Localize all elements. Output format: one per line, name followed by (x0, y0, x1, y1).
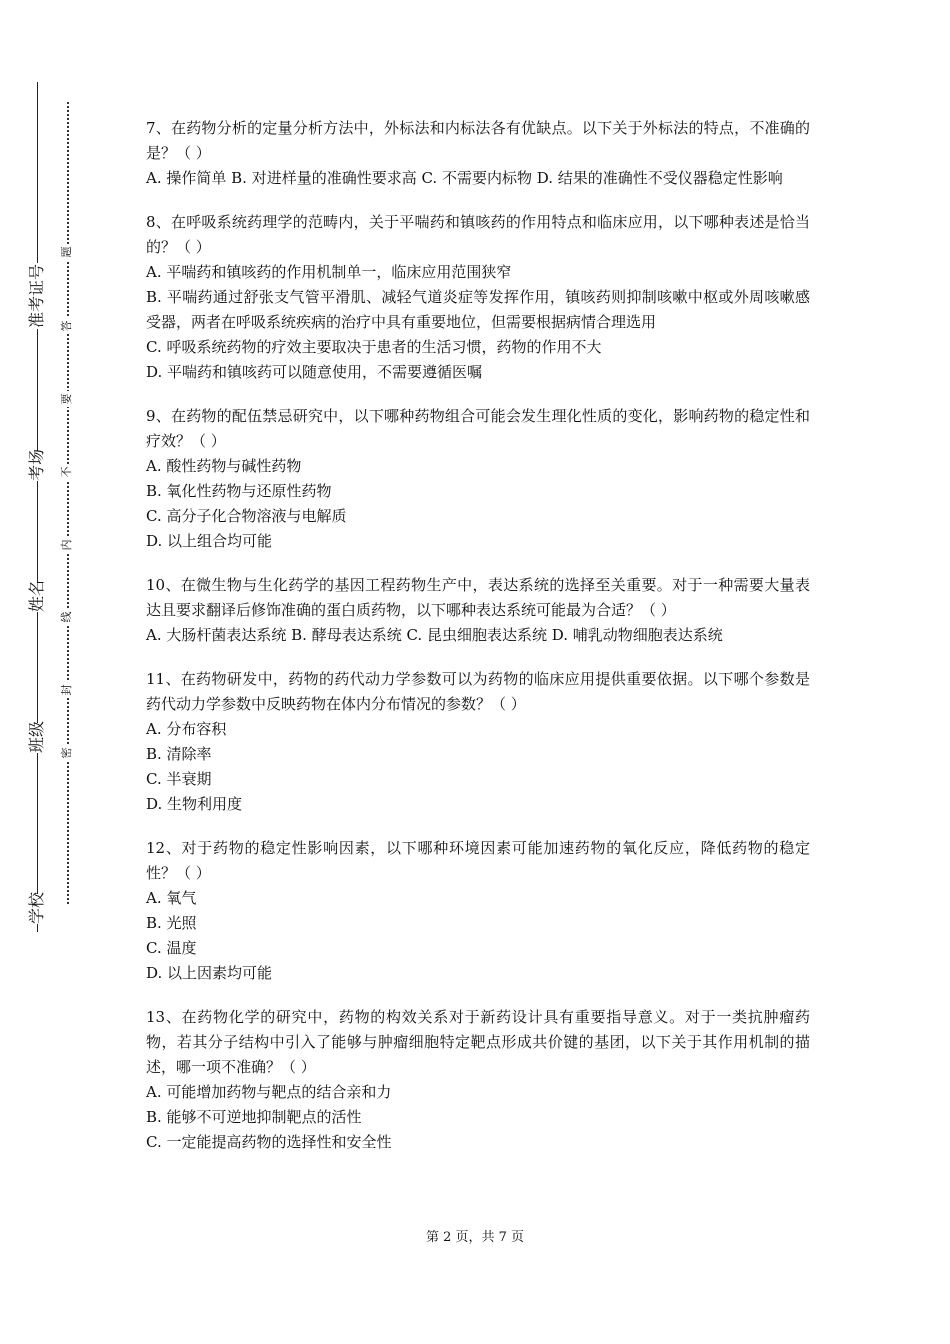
seal-dotted-line (67, 102, 69, 904)
exam-room-label: 考场 (22, 451, 52, 481)
option-d: D. 以上组合均可能 (146, 532, 273, 550)
question-8 (146, 210, 810, 385)
question-stem: 11、在药物研发中，药物的药代动力学参数可以为药物的临床应用提供重要依据。以下哪个参数是药代动力学参数中反映药物在体内分布情况的参数？（ ） (146, 670, 810, 713)
option-c: C. 高分子化合物溶液与电解质 (146, 507, 347, 525)
seal-char: 题 (59, 244, 75, 260)
page-number: 第 2 页，共 7 页 (425, 1230, 525, 1245)
exam-number-label: 准考证号 (22, 263, 52, 329)
question-stem: 12、对于药物的稳定性影响因素，以下哪种环境因素可能加速药物的氧化反应，降低药物的稳定性？（ ） (146, 839, 810, 882)
option-b: B. 平喘药通过舒张支气管平滑肌、减轻气道炎症等发挥作用，镇咳药则抑制咳嗽中枢或外周咳嗽感受器，两者在呼吸系统疾病的治疗中具有重要地位，但需要根据病情合理选用 (146, 288, 810, 331)
option-d: D. 生物利用度 (146, 795, 243, 813)
seal-char: 答 (59, 318, 75, 334)
question-10 (146, 573, 810, 648)
option-c: C. 温度 (146, 939, 197, 957)
binding-strip (0, 0, 100, 1344)
question-list (146, 116, 810, 1174)
option-a: A. 氧气 (146, 889, 197, 907)
binding-solid-line (37, 82, 38, 932)
seal-char: 密 (59, 745, 75, 761)
seal-char: 内 (59, 537, 75, 553)
seal-char: 要 (59, 391, 75, 407)
option-a: A. 酸性药物与碱性药物 (146, 457, 302, 475)
question-options: A. 操作简单 B. 对进样量的准确性要求高 C. 不需要内标物 D. 结果的准确性不受仪器稳定性影响 (146, 169, 783, 187)
option-a: A. 分布容积 (146, 720, 227, 738)
option-c: C. 一定能提高药物的选择性和安全性 (146, 1133, 392, 1151)
seal-char: 不 (59, 464, 75, 480)
option-d: D. 以上因素均可能 (146, 964, 273, 982)
option-b: B. 能够不可逆地抑制靶点的活性 (146, 1108, 362, 1126)
question-11 (146, 667, 810, 817)
question-stem: 7、在药物分析的定量分析方法中，外标法和内标法各有优缺点。以下关于外标法的特点，不准确的是？（ ） (146, 119, 810, 162)
seal-char: 封 (59, 682, 75, 698)
option-b: B. 氧化性药物与还原性药物 (146, 482, 332, 500)
option-c: C. 半衰期 (146, 770, 212, 788)
class-label: 班级 (22, 723, 52, 753)
question-stem: 13、在药物化学的研究中，药物的构效关系对于新药设计具有重要指导意义。对于一类抗肿瘤药物，若其分子结构中引入了能够与肿瘤细胞特定靶点形成共价键的基团，以下关于其作用机制的描述，哪一项不准确？（ ） (146, 1008, 810, 1076)
question-stem: 9、在药物的配伍禁忌研究中，以下哪种药物组合可能会发生理化性质的变化，影响药物的稳定性和疗效？（ ） (146, 407, 810, 450)
option-c: C. 呼吸系统药物的疗效主要取决于患者的生活习惯，药物的作用不大 (146, 338, 602, 356)
option-a: A. 可能增加药物与靶点的结合亲和力 (146, 1083, 392, 1101)
option-d: D. 平喘药和镇咳药可以随意使用，不需要遵循医嘱 (146, 363, 483, 381)
seal-char: 线 (59, 609, 75, 625)
question-options: A. 大肠杆菌表达系统 B. 酵母表达系统 C. 昆虫细胞表达系统 D. 哺乳动物细胞表达系统 (146, 626, 723, 644)
question-stem: 10、在微生物与生化药学的基因工程药物生产中，表达系统的选择至关重要。对于一种需要大量表达且要求翻译后修饰准确的蛋白质药物，以下哪种表达系统可能最为合适？（ ） (146, 576, 810, 619)
name-label: 姓名 (22, 582, 52, 612)
question-13 (146, 1005, 810, 1155)
question-9 (146, 404, 810, 554)
question-12 (146, 836, 810, 986)
option-a: A. 平喘药和镇咳药的作用机制单一，临床应用范围狭窄 (146, 263, 512, 281)
school-label: 学校 (22, 894, 52, 924)
option-b: B. 清除率 (146, 745, 212, 763)
question-stem: 8、在呼吸系统药理学的范畴内，关于平喘药和镇咳药的作用特点和临床应用，以下哪种表述是恰当的？（ ） (146, 213, 810, 256)
option-b: B. 光照 (146, 914, 197, 932)
question-7 (146, 116, 810, 191)
